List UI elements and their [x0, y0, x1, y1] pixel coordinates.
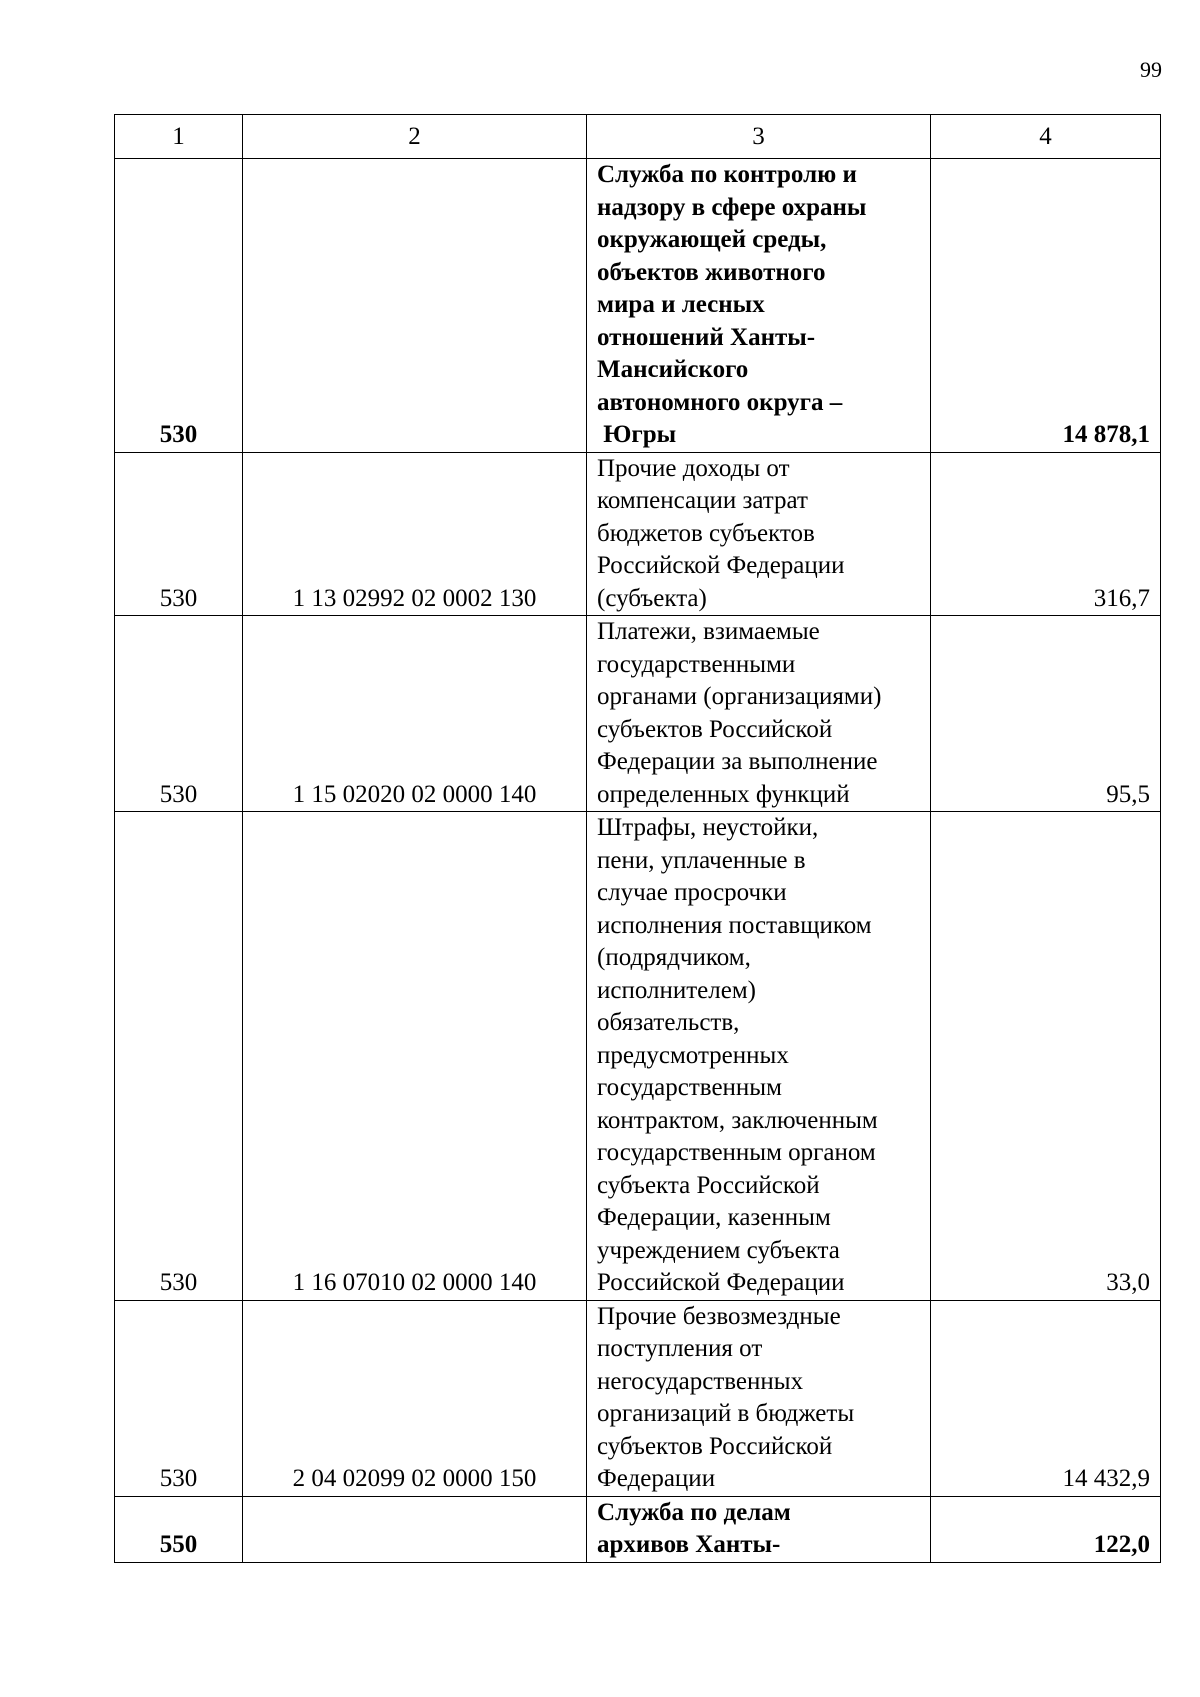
revenue-name-line: организаций в бюджеты — [597, 1400, 855, 1427]
revenue-name-line: Югры — [597, 421, 677, 448]
revenue-name-line: Служба по делам — [597, 1498, 791, 1526]
column-header-1: 1 — [115, 115, 243, 159]
revenue-name-line: автономного округа – — [597, 388, 843, 416]
revenue-name-line: случае просрочки — [597, 879, 787, 906]
revenue-name-line: отношений Ханты- — [597, 323, 816, 351]
admin-code-cell: 530 — [115, 159, 243, 453]
amount-cell: 33,0 — [931, 812, 1161, 1301]
revenue-name-line: Российской Федерации — [597, 1269, 845, 1296]
column-header-2: 2 — [243, 115, 587, 159]
revenue-name-cell — [587, 616, 931, 812]
revenue-name-line: пени, уплаченные в — [597, 846, 806, 874]
revenue-name-line: контрактом, заключенным — [597, 1106, 878, 1134]
revenue-name-line: объектов животного — [597, 258, 826, 286]
revenue-name-line: Прочие безвозмездные — [597, 1302, 841, 1330]
revenue-name-cell — [587, 1300, 931, 1496]
table-row — [115, 812, 1161, 1301]
amount-cell: 14 878,1 — [931, 159, 1161, 453]
revenue-name-line: Федерации, казенным — [597, 1204, 831, 1231]
revenue-name-line: учреждением субъекта — [597, 1236, 840, 1264]
revenue-name-line: Служба по контролю и — [597, 161, 857, 188]
revenue-name-line: поступления от — [597, 1335, 763, 1362]
revenue-name-line: Мансийского — [597, 356, 749, 383]
revenue-name-line: Платежи, взимаемые — [597, 618, 820, 645]
revenue-name-line: органами (организациями) — [597, 683, 882, 710]
revenue-name-line: Штрафы, неустойки, — [597, 814, 819, 841]
revenue-name-line: компенсации затрат — [597, 487, 808, 514]
revenue-code-cell: 2 04 02099 02 0000 150 — [243, 1300, 587, 1496]
revenue-name-cell — [587, 159, 931, 453]
revenue-name-cell — [587, 452, 931, 616]
admin-code-cell: 530 — [115, 452, 243, 616]
revenue-code-cell: 1 13 02992 02 0002 130 — [243, 452, 587, 616]
revenue-name-line: предусмотренных — [597, 1041, 789, 1069]
amount-cell: 14 432,9 — [931, 1300, 1161, 1496]
admin-code-cell: 530 — [115, 1300, 243, 1496]
revenue-table — [114, 114, 1161, 1563]
revenue-name-line: Федерации — [597, 1465, 716, 1492]
revenue-name-line: субъекта Российской — [597, 1171, 820, 1199]
revenue-name-line: государственными — [597, 650, 796, 678]
revenue-name-line: государственным органом — [597, 1139, 876, 1166]
table-header-row — [115, 115, 1161, 159]
admin-code-cell: 530 — [115, 616, 243, 812]
revenue-name-line: надзору в сфере охраны — [597, 193, 867, 221]
column-header-4: 4 — [931, 115, 1161, 159]
revenue-name-line: мира и лесных — [597, 291, 765, 318]
revenue-name-line: Российской Федерации — [597, 552, 845, 579]
page-number: 99 — [1140, 57, 1162, 82]
revenue-name-line: окружающей среды, — [597, 226, 827, 253]
revenue-name-line: субъектов Российской — [597, 715, 833, 743]
revenue-code-cell: 1 16 07010 02 0000 140 — [243, 812, 587, 1301]
amount-cell: 316,7 — [931, 452, 1161, 616]
revenue-name-line: негосударственных — [597, 1367, 804, 1395]
table-row — [115, 452, 1161, 616]
revenue-name-line: государственным — [597, 1074, 782, 1101]
revenue-name-line: обязательств, — [597, 1009, 740, 1036]
revenue-name-cell — [587, 812, 931, 1301]
amount-cell: 95,5 — [931, 616, 1161, 812]
revenue-name-line: Федерации за выполнение — [597, 748, 878, 775]
revenue-name-line: исполнения поставщиком — [597, 911, 872, 939]
column-header-3: 3 — [587, 115, 931, 159]
revenue-name-line: бюджетов субъектов — [597, 519, 815, 547]
revenue-name-cell — [587, 1496, 931, 1562]
revenue-code-cell — [243, 159, 587, 453]
revenue-code-cell — [243, 1496, 587, 1562]
table-row — [115, 616, 1161, 812]
revenue-name-line: исполнителем) — [597, 976, 756, 1004]
table-row — [115, 159, 1161, 453]
revenue-name-line: субъектов Российской — [597, 1432, 833, 1460]
amount-cell: 122,0 — [931, 1496, 1161, 1562]
table-row — [115, 1300, 1161, 1496]
admin-code-cell: 530 — [115, 812, 243, 1301]
admin-code-cell: 550 — [115, 1496, 243, 1562]
table-row — [115, 1496, 1161, 1562]
revenue-name-line: архивов Ханты- — [597, 1531, 781, 1558]
revenue-name-line: определенных функций — [597, 780, 850, 808]
revenue-name-line: Прочие доходы от — [597, 454, 790, 482]
revenue-name-line: (субъекта) — [597, 584, 707, 612]
revenue-code-cell: 1 15 02020 02 0000 140 — [243, 616, 587, 812]
revenue-name-line: (подрядчиком, — [597, 944, 751, 971]
